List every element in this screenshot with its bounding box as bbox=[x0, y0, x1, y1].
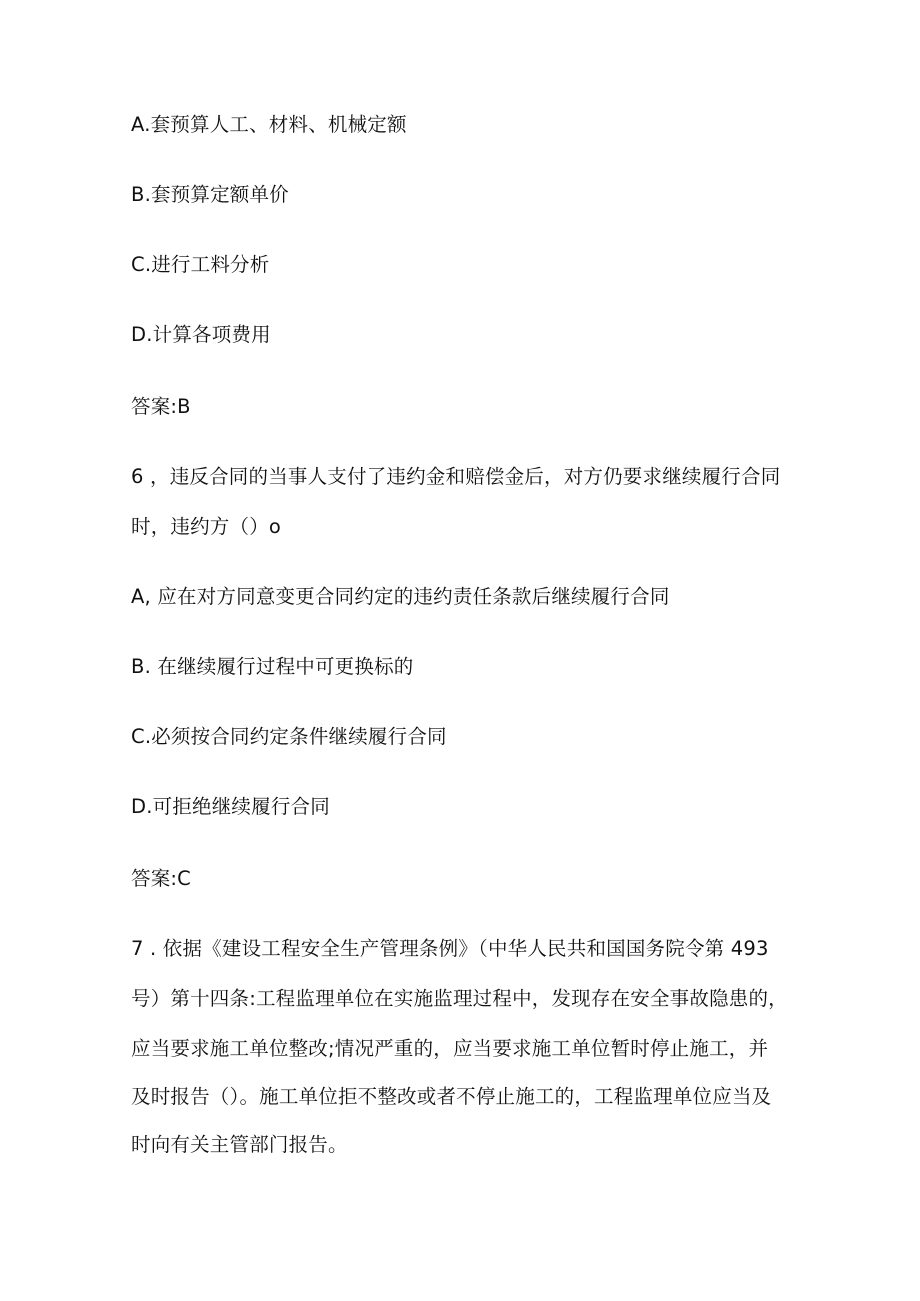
q6-option-b: B. 在继续履行过程中可更换标的 bbox=[131, 655, 414, 678]
q7-stem-line-2: 号）第十四条:工程监理单位在实施监理过程中，发现存在安全事故隐患的， bbox=[131, 987, 788, 1010]
q7-stem-line-4: 及时报告（）。施工单位拒不整改或者不停止施工的，工程监理单位应当及 bbox=[131, 1085, 772, 1108]
q7-stem-line-1: 7 . 依据《建设工程安全生产管理条例》（中华人民共和国国务院令第 493 bbox=[131, 937, 769, 960]
q5-option-d: D.计算各项费用 bbox=[131, 323, 271, 346]
q6-stem-line-1: 6 ，违反合同的当事人支付了违约金和赔偿金后，对方仍要求继续履行合同 bbox=[131, 465, 781, 488]
q6-option-a: A, 应在对方同意变更合同约定的违约责任条款后继续履行合同 bbox=[131, 585, 670, 608]
q5-option-a: A.套预算人工、材料、机械定额 bbox=[131, 113, 407, 136]
q6-option-c: C.必须按合同约定条件继续履行合同 bbox=[131, 725, 447, 748]
q7-stem-line-3: 应当要求施工单位整改;情况严重的，应当要求施工单位暂时停止施工，并 bbox=[131, 1037, 769, 1060]
q6-answer: 答案:C bbox=[131, 867, 191, 890]
q6-option-d: D.可拒绝继续履行合同 bbox=[131, 795, 330, 818]
q5-option-b: B.套预算定额单价 bbox=[131, 183, 289, 206]
q6-stem-line-2: 时，违约方（）o bbox=[131, 515, 282, 538]
q5-option-c: C.进行工料分析 bbox=[131, 253, 270, 276]
q5-answer: 答案:B bbox=[131, 395, 191, 418]
q7-stem-line-5: 时向有关主管部门报告。 bbox=[131, 1133, 348, 1156]
